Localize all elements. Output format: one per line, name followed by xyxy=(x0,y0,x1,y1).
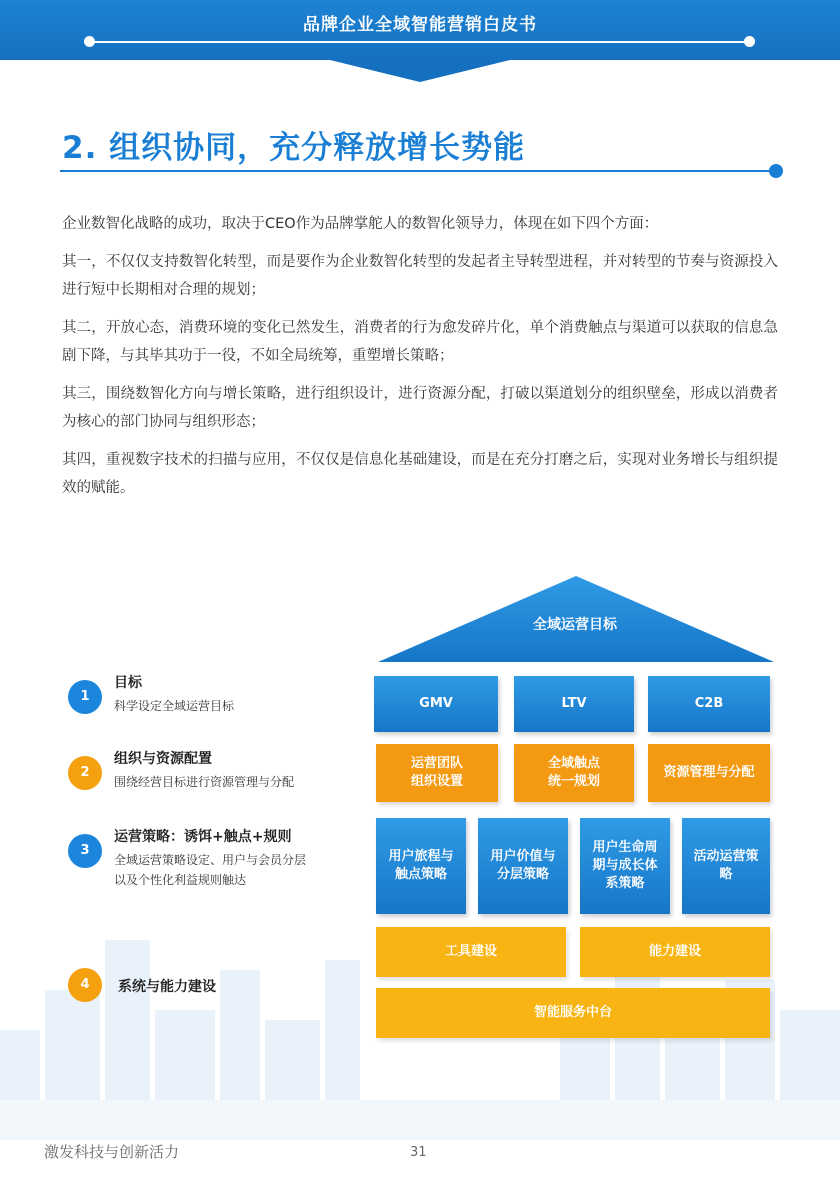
header-title: 品牌企业全域智能营销白皮书 xyxy=(303,15,537,35)
list-item-title: 系统与能力建设 xyxy=(118,979,216,995)
list-item-title: 目标 xyxy=(114,675,142,691)
diagram-box-touchpoints: 全域触点 统一规划 xyxy=(514,744,634,802)
header-pointer xyxy=(330,60,510,82)
header-dot-right xyxy=(744,36,755,47)
header-dot-left xyxy=(84,36,95,47)
paragraph-3: 其三，围绕数智化方向与增长策略，进行组织设计，进行资源分配，打破以渠道划分的组织壁垒，形成以消费者为核心的部门协同与组织形态； xyxy=(62,386,778,430)
diagram-box-capability: 能力建设 xyxy=(580,927,770,977)
diagram-box-tools: 工具建设 xyxy=(376,927,566,977)
list-number-badge: 1 xyxy=(68,680,102,714)
paragraph-1: 其一，不仅仅支持数智化转型，而是要作为企业数智化转型的发起者主导转型进程，并对转型的节奏与资源投入进行短中长期相对合理的规划； xyxy=(62,254,778,298)
list-item-title: 运营策略：诱饵+触点+规则 xyxy=(114,829,292,845)
diagram-box-lifecycle: 用户生命周 期与成长体 系策略 xyxy=(580,818,670,914)
list-item-title: 组织与资源配置 xyxy=(114,751,212,767)
diagram-box-c2b: C2B xyxy=(648,676,770,732)
body-text xyxy=(62,210,778,512)
diagram-box-team: 运营团队 组织设置 xyxy=(376,744,498,802)
diagram-box-platform: 智能服务中台 xyxy=(376,988,770,1038)
list-number-badge: 3 xyxy=(68,834,102,868)
paragraph-2: 其二，开放心态，消费环境的变化已然发生，消费者的行为愈发碎片化，单个消费触点与渠道可以获取的信息急剧下降，与其毕其功于一役，不如全局统筹，重塑增长策略； xyxy=(62,320,778,364)
list-item-desc: 全域运营策略设定、用户与会员分层 以及个性化利益规则触达 xyxy=(114,853,307,887)
diagram-box-ltv: LTV xyxy=(514,676,634,732)
section-underline xyxy=(60,170,775,172)
list-number-badge: 2 xyxy=(68,756,102,790)
header-line xyxy=(90,41,750,43)
list-item-desc: 围绕经营目标进行资源管理与分配 xyxy=(114,775,295,789)
footer-slogan: 激发科技与创新活力 xyxy=(44,1143,180,1161)
list-item-desc: 科学设定全域运营目标 xyxy=(114,699,235,713)
diagram-box-gmv: GMV xyxy=(374,676,498,732)
page-number: 31 xyxy=(410,1145,427,1160)
section-title: 2. 组织协同，充分释放增长势能 xyxy=(62,130,526,166)
diagram-box-resources: 资源管理与分配 xyxy=(648,744,770,802)
paragraph-4: 其四，重视数字技术的扫描与应用，不仅仅是信息化基础建设，而是在充分打磨之后，实现对业务增长与组织提效的赋能。 xyxy=(62,452,778,496)
list-number-badge: 4 xyxy=(68,968,102,1002)
diagram-box-campaign: 活动运营策 略 xyxy=(682,818,770,914)
page-header xyxy=(0,0,840,82)
diagram-box-journey: 用户旅程与 触点策略 xyxy=(376,818,466,914)
diagram-box-value: 用户价值与 分层策略 xyxy=(478,818,568,914)
diagram-roof-label: 全域运营目标 xyxy=(533,617,617,633)
paragraph-intro: 企业数智化战略的成功，取决于CEO作为品牌掌舵人的数智化领导力，体现在如下四个方面： xyxy=(62,216,659,232)
section-underline-dot xyxy=(769,164,783,178)
